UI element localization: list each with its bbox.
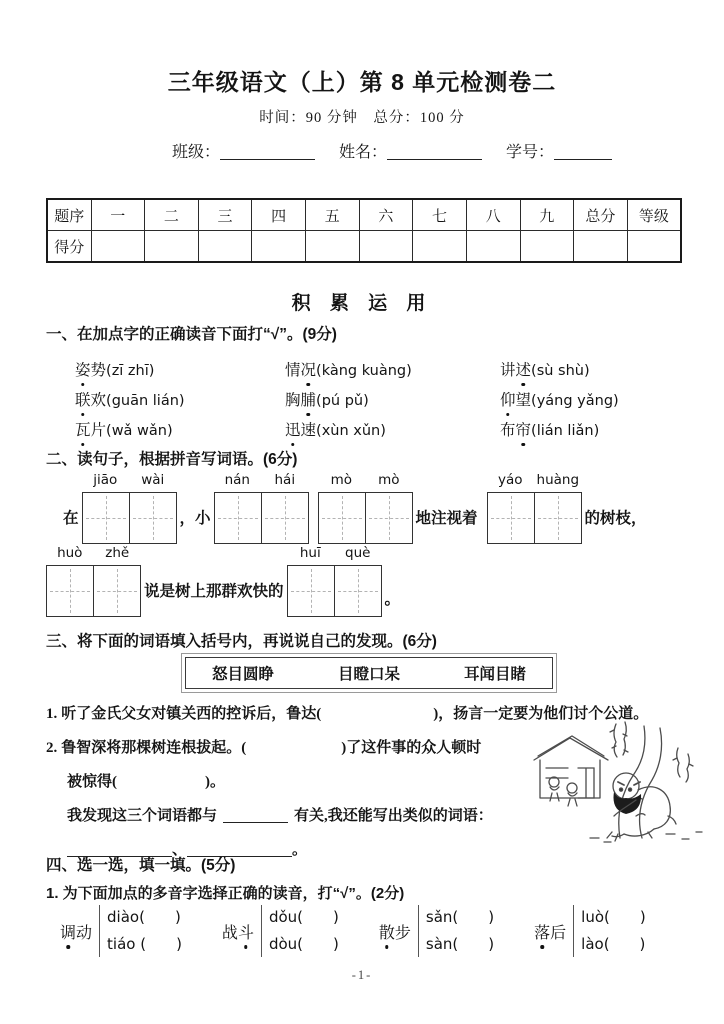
polyphone-group — [379, 904, 494, 958]
pinyin-label: hái — [274, 472, 296, 488]
pinyin-options: (wǎ wǎn) — [106, 423, 173, 439]
score-header-cell: 等级 — [627, 199, 681, 231]
section-3-title: 三、将下面的词语填入括号内，再说说自己的发现。(6分) — [46, 633, 437, 650]
polyphone-word: 调动 — [60, 920, 92, 943]
score-header-cell: 五 — [306, 199, 360, 231]
pinyin-choice-item[interactable]: 迅速(xùn xǔn) — [285, 418, 500, 440]
section-4-title: 四、选一选，填一填。(5分) — [46, 857, 236, 874]
section-1-title: 一、在加点字的正确读音下面打“√”。(9分) — [46, 326, 337, 343]
write-cell[interactable] — [129, 493, 176, 543]
pinyin-write-box[interactable] — [487, 472, 582, 544]
pinyin-label: nán — [224, 472, 250, 488]
pinyin-label: mò — [330, 472, 352, 488]
score-header-cell: 九 — [520, 199, 574, 231]
pinyin-options: (lián liǎn) — [531, 423, 600, 439]
score-cell[interactable] — [466, 231, 520, 263]
pinyin-label: huò — [57, 545, 83, 561]
divider-line — [99, 905, 100, 957]
score-header-cell: 一 — [91, 199, 145, 231]
word-bank-box — [185, 657, 553, 689]
write-cell[interactable] — [261, 493, 308, 543]
write-cell[interactable] — [334, 566, 381, 616]
pinyin-options: (zī zhī) — [106, 363, 155, 379]
page-number: -1- — [351, 968, 373, 982]
score-header-cell: 题序 — [47, 199, 91, 231]
id-blank[interactable] — [554, 144, 612, 160]
name-field: 姓名： — [339, 144, 482, 161]
question-2: 2. 鲁智深将那棵树连根拔起。( )了这件事的众人顿时 被惊得( )。 我发现这三个词语都与 有关,我还能写出类似的词语： 、 。 — [46, 740, 493, 858]
dotted-char: 脯 — [301, 388, 317, 410]
divider-line — [261, 905, 262, 957]
luzhishen-uprooting-tree-illustration — [528, 720, 710, 848]
score-table — [46, 198, 682, 263]
pinyin-options: (pú pǔ) — [316, 393, 369, 409]
pinyin-options: (xùn xǔn) — [316, 423, 386, 439]
pinyin-label: wài — [141, 472, 165, 488]
dotted-char: 述 — [516, 358, 532, 380]
pinyin-option[interactable]: lào( ) — [581, 935, 646, 953]
score-cell[interactable] — [413, 231, 467, 263]
dotted-char: 帘 — [516, 418, 532, 440]
score-cell[interactable] — [252, 231, 306, 263]
polyphone-word: 落后 — [534, 920, 566, 943]
pinyin-choice-item[interactable]: 姿势(zī zhī) — [75, 358, 285, 380]
word-bank-item: 耳闻目睹 — [463, 666, 526, 683]
pinyin-option[interactable]: sǎn( ) — [425, 908, 495, 926]
polyphone-groups — [60, 904, 646, 958]
pinyin-choice-item[interactable]: 仰望(yáng yǎng) — [500, 388, 619, 410]
class-field: 班级： — [172, 144, 315, 161]
score-header-cell: 七 — [413, 199, 467, 231]
write-cell[interactable] — [93, 566, 140, 616]
divider-line — [573, 905, 574, 957]
pinyin-option[interactable]: luò( ) — [581, 908, 646, 926]
write-cell[interactable] — [83, 493, 129, 543]
pinyin-option[interactable]: sàn( ) — [425, 935, 495, 953]
pinyin-options: (guān lián) — [106, 393, 185, 409]
score-cell[interactable] — [520, 231, 574, 263]
pinyin-options: (kàng kuàng) — [316, 363, 412, 379]
word-bank-item: 目瞪口呆 — [337, 666, 400, 683]
polyphone-group — [534, 904, 646, 958]
score-cell[interactable] — [306, 231, 360, 263]
class-blank[interactable] — [220, 144, 315, 160]
write-words-line-2: huò zhě 说是树上那群欢快的 huī què 。 — [46, 545, 403, 617]
polyphone-group — [222, 904, 339, 958]
dotted-char: 斗 — [238, 920, 254, 943]
divider-line — [418, 905, 419, 957]
dotted-char: 联 — [75, 388, 91, 410]
dotted-char: 落 — [534, 920, 550, 943]
score-header-cell: 四 — [252, 199, 306, 231]
pinyin-options: (sù shù) — [531, 363, 590, 379]
pinyin-label: yáo — [498, 472, 523, 488]
write-cell[interactable] — [488, 493, 534, 543]
write-cell[interactable] — [365, 493, 412, 543]
pinyin-label: jiāo — [93, 472, 118, 488]
pinyin-choice-item[interactable]: 联欢(guān lián) — [75, 388, 285, 410]
section-2-title: 二、读句子，根据拼音写词语。(6分) — [46, 451, 298, 468]
student-info-line — [172, 139, 632, 162]
score-header-cell: 总分 — [574, 199, 628, 231]
exam-meta: 时间：90 分钟 总分：100 分 — [259, 110, 465, 126]
pinyin-option[interactable]: dòu( ) — [268, 935, 339, 953]
part-heading: 积 累 运 用 — [291, 293, 433, 314]
write-cell[interactable] — [215, 493, 261, 543]
dotted-char: 瓦 — [75, 418, 91, 440]
score-table-header-row — [47, 199, 681, 231]
score-cell[interactable] — [91, 231, 145, 263]
score-header-cell: 三 — [198, 199, 252, 231]
answer-blank[interactable] — [223, 807, 288, 823]
dotted-char: 仰 — [500, 388, 516, 410]
write-cell[interactable] — [319, 493, 365, 543]
id-field: 学号： — [506, 144, 612, 161]
pinyin-choice-item[interactable]: 瓦片(wǎ wǎn) — [75, 418, 285, 440]
score-cell[interactable] — [198, 231, 252, 263]
polyphone-group — [60, 904, 182, 958]
dotted-char: 散 — [379, 920, 395, 943]
question-1: 1. 听了金氏父女对镇关西的控诉后，鲁达( )，扬言一定要为他们讨个公道。 — [46, 706, 649, 722]
pinyin-label: zhě — [105, 545, 130, 561]
dotted-char: 迅 — [285, 418, 301, 440]
pinyin-label: mò — [378, 472, 400, 488]
pinyin-choice-item[interactable]: 布帘(lián liǎn) — [500, 418, 619, 440]
pinyin-options: (yáng yǎng) — [531, 393, 619, 409]
word-bank-item: 怒目圆睁 — [212, 666, 275, 683]
score-header-cell: 二 — [145, 199, 199, 231]
pinyin-write-box[interactable] — [82, 472, 177, 544]
score-header-cell: 六 — [359, 199, 413, 231]
score-cell[interactable] — [145, 231, 199, 263]
pinyin-choice-item[interactable]: 讲述(sù shù) — [500, 358, 619, 380]
score-cell[interactable] — [574, 231, 628, 263]
pinyin-choice-item[interactable]: 情况(kàng kuàng) — [285, 358, 500, 380]
score-table-score-row — [47, 231, 681, 263]
pinyin-option[interactable]: dǒu( ) — [268, 908, 339, 926]
write-words-line-1: 在 jiāo wài ，小 nán hái mò mò 地注视着 yáo huàng 的树枝， — [60, 472, 650, 544]
pinyin-label: huàng — [536, 472, 580, 488]
pinyin-option[interactable]: tiáo ( ) — [107, 935, 182, 953]
dotted-char: 况 — [301, 358, 317, 380]
write-cell[interactable] — [47, 566, 93, 616]
write-cell[interactable] — [534, 493, 581, 543]
section-4-sub1: 1. 为下面加点的多音字选择正确的读音，打“√”。(2分) — [46, 885, 405, 902]
score-row-label: 得分 — [47, 231, 91, 263]
polyphone-word: 战斗 — [222, 920, 254, 943]
name-blank[interactable] — [387, 144, 482, 160]
pinyin-write-box[interactable] — [46, 545, 141, 617]
pinyin-choice-item[interactable]: 胸脯(pú pǔ) — [285, 388, 500, 410]
pinyin-label: què — [345, 545, 371, 561]
pinyin-option[interactable]: diào( ) — [107, 908, 181, 926]
score-cell[interactable] — [627, 231, 681, 263]
page-title: 三年级语文（上）第 8 单元检测卷二 — [167, 69, 557, 95]
dotted-char: 调 — [60, 920, 76, 943]
score-header-cell: 八 — [466, 199, 520, 231]
pinyin-write-box[interactable] — [318, 472, 413, 544]
score-cell[interactable] — [359, 231, 413, 263]
polyphone-word: 散步 — [379, 920, 411, 943]
dotted-char: 姿 — [75, 358, 91, 380]
pinyin-label: huī — [299, 545, 321, 561]
pinyin-write-box[interactable] — [287, 545, 382, 617]
write-cell[interactable] — [288, 566, 334, 616]
pinyin-choice-grid — [75, 358, 619, 440]
pinyin-write-box[interactable] — [214, 472, 309, 544]
